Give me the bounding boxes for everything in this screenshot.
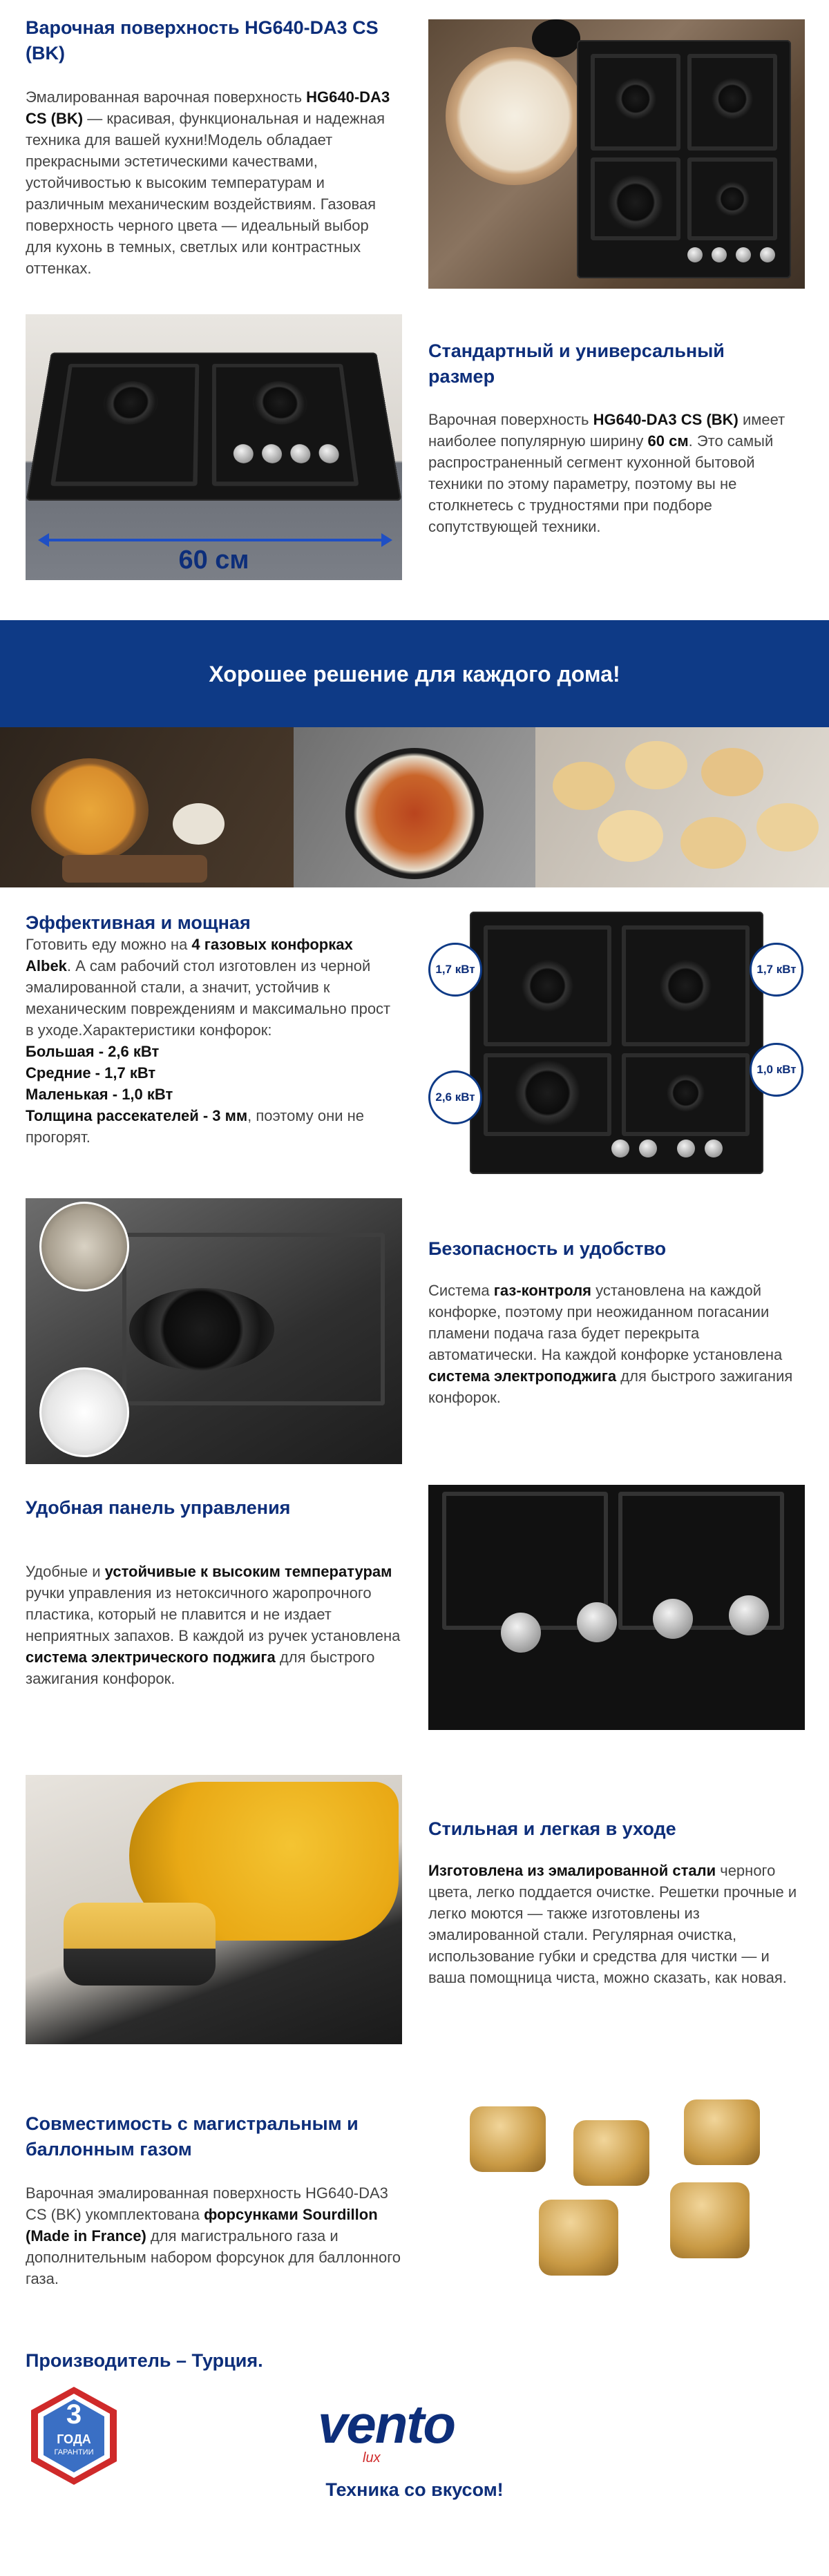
text-part: Готовить еду можно на — [26, 936, 192, 953]
text-part: черного цвета, легко поддается очистке. Решетки прочные и легко моются — также изготовлены из эмалированной стали. Регулярная очистка, использование губки и средства для чистки — и ваша помощница чиста, можно сказать, как новая. — [428, 1862, 797, 1986]
thermocouple-closeup — [39, 1202, 129, 1291]
injectors-photo — [428, 2079, 805, 2303]
burner-mid: Средние - 1,7 кВт — [26, 1064, 156, 1082]
warranty-sub: ГАРАНТИИ — [54, 2448, 94, 2457]
power-badge: 1,7 кВт — [428, 943, 482, 997]
text-part: Варочная поверхность — [428, 411, 593, 428]
hob-angled-view — [26, 353, 401, 501]
text-part: ручки управления из нетоксичного жаропрочного пластика, который не плавится и не издает неприятных запахов. В каждой из ручек установлена — [26, 1584, 401, 1644]
burner-small: Маленькая - 1,0 кВт — [26, 1086, 173, 1103]
arrow-left-icon — [38, 533, 49, 547]
hob-top-view — [470, 912, 763, 1174]
dimension-label: 60 см — [178, 546, 249, 575]
cleaning-photo — [26, 1775, 402, 2044]
sponge — [64, 1903, 216, 1986]
section-text-size — [428, 409, 801, 537]
section-title-care: Стильная и легкая в уходе — [428, 1818, 676, 1839]
section-title-safety: Безопасность и удобство — [428, 1238, 667, 1259]
text-part: для быстрого зажигания конфорок. — [428, 1367, 793, 1406]
text-part: — красивая, функциональная и надежная техника для вашей кухни!Модель обладает прекрасными эстетическими качествами, устойчивостью к высоким температурам и различным механическим воздействиям. Газовая поверхность черного цвета — идеальный выбор для кухонь в темных, светлых или контрастных оттенках. — [26, 110, 385, 277]
gas-control-photo — [26, 1198, 402, 1464]
arrow-right-icon — [381, 533, 392, 547]
manufacturer-line: Производитель – Турция. — [26, 2350, 263, 2371]
bold-part: газ-контроля — [493, 1282, 592, 1299]
bold-part: форсунками Sourdillon (Made in France) — [26, 2206, 378, 2245]
promo-band-title: Хорошее решение для каждого дома! — [209, 662, 620, 686]
section-text-gas — [26, 2182, 402, 2289]
width-value: 60 см — [647, 432, 689, 450]
text-part: для быстрого зажигания конфорок. — [26, 1649, 375, 1687]
text-part: Варочная эмалированная поверхность HG640-DA3 CS (BK) укомплектована — [26, 2184, 388, 2223]
text-part: . А сам рабочий стол изготовлен из черной эмалированной стали, а значит, устойчив к механическим повреждениям и максимально прост в уходе.Характеристики конфорок: — [26, 957, 391, 1039]
warranty-number: 3 — [66, 2399, 82, 2430]
food-photo-soup — [0, 727, 294, 887]
section-title-size: Стандартный и универсальный размер — [428, 340, 725, 387]
warranty-badge — [26, 2384, 122, 2488]
text-part: , поэтому они не прогорят. — [26, 1107, 365, 1146]
text-part: установлена на каждой конфорке, поэтому при неожиданном погасании пламени подача газа будет перекрыта автоматически. На каждой конфорке установлена — [428, 1282, 783, 1363]
hob-top-photo — [428, 19, 805, 289]
power-badge: 2,6 кВт — [428, 1070, 482, 1124]
section-text-power — [26, 934, 399, 1148]
sauce-bowl — [532, 19, 580, 57]
dimension-arrow — [43, 539, 385, 541]
bold-part: 4 газовых конфорках Albek — [26, 936, 353, 974]
power-badge: 1,0 кВт — [750, 1043, 803, 1097]
brand-slogan: Техника со вкусом! — [325, 2479, 504, 2500]
control-panel-photo — [428, 1485, 805, 1730]
bold-part: устойчивые к высоким температурам — [104, 1563, 392, 1580]
hob-power-diagram — [428, 905, 805, 1178]
hob-width-photo — [26, 314, 402, 580]
section-text-safety — [428, 1280, 805, 1408]
section-text-main — [26, 86, 399, 279]
text-part: . Это самый распространенный сегмент кухонной бытовой техники по этому параметру, поэтому вы не столкнетесь с трудностями при подборе сопутствующей техники. — [428, 432, 774, 535]
section-title-power: Эффективная и мощная — [26, 912, 251, 933]
spreader-thickness: Толщина рассекателей - 3 мм — [26, 1107, 248, 1124]
text-part: для магистрального газа и дополнительным набором форсунок для баллонного газа. — [26, 2227, 401, 2287]
plate-food — [446, 47, 584, 185]
burner-big: Большая - 2,6 кВт — [26, 1043, 160, 1060]
warranty-word: ГОДА — [57, 2432, 91, 2446]
brand-logo — [290, 2396, 539, 2472]
text-part: Система — [428, 1282, 494, 1299]
brand-sub: lux — [363, 2450, 381, 2466]
power-badge: 1,7 кВт — [750, 943, 803, 997]
model-name: HG640-DA3 CS (BK) — [26, 88, 390, 127]
text-part: Удобные и — [26, 1563, 105, 1580]
promo-band — [0, 620, 829, 727]
food-photo-pancakes — [535, 727, 829, 887]
bold-part: Изготовлена из эмалированной стали — [428, 1862, 716, 1879]
hob-top-view — [577, 40, 791, 278]
bold-part: система электрического поджига — [26, 1649, 276, 1666]
section-title-controls: Удобная панель управления — [26, 1497, 291, 1518]
text-part: имеет наиболее популярную ширину — [428, 411, 785, 450]
section-title-gas: Совместимость с магистральным и баллонным газом — [26, 2113, 359, 2160]
text-part: Эмалированная варочная поверхность — [26, 88, 307, 106]
section-text-controls — [26, 1561, 402, 1689]
model-name: HG640-DA3 CS (BK) — [593, 411, 739, 428]
brand-name: vento — [318, 2394, 455, 2454]
bold-part: система электроподжига — [428, 1367, 617, 1385]
section-text-care — [428, 1860, 805, 1988]
food-photo-chicken — [294, 727, 535, 887]
spark-plug-closeup — [39, 1367, 129, 1457]
section-title-main: Варочная поверхность HG640-DA3 CS (BK) — [26, 17, 379, 64]
